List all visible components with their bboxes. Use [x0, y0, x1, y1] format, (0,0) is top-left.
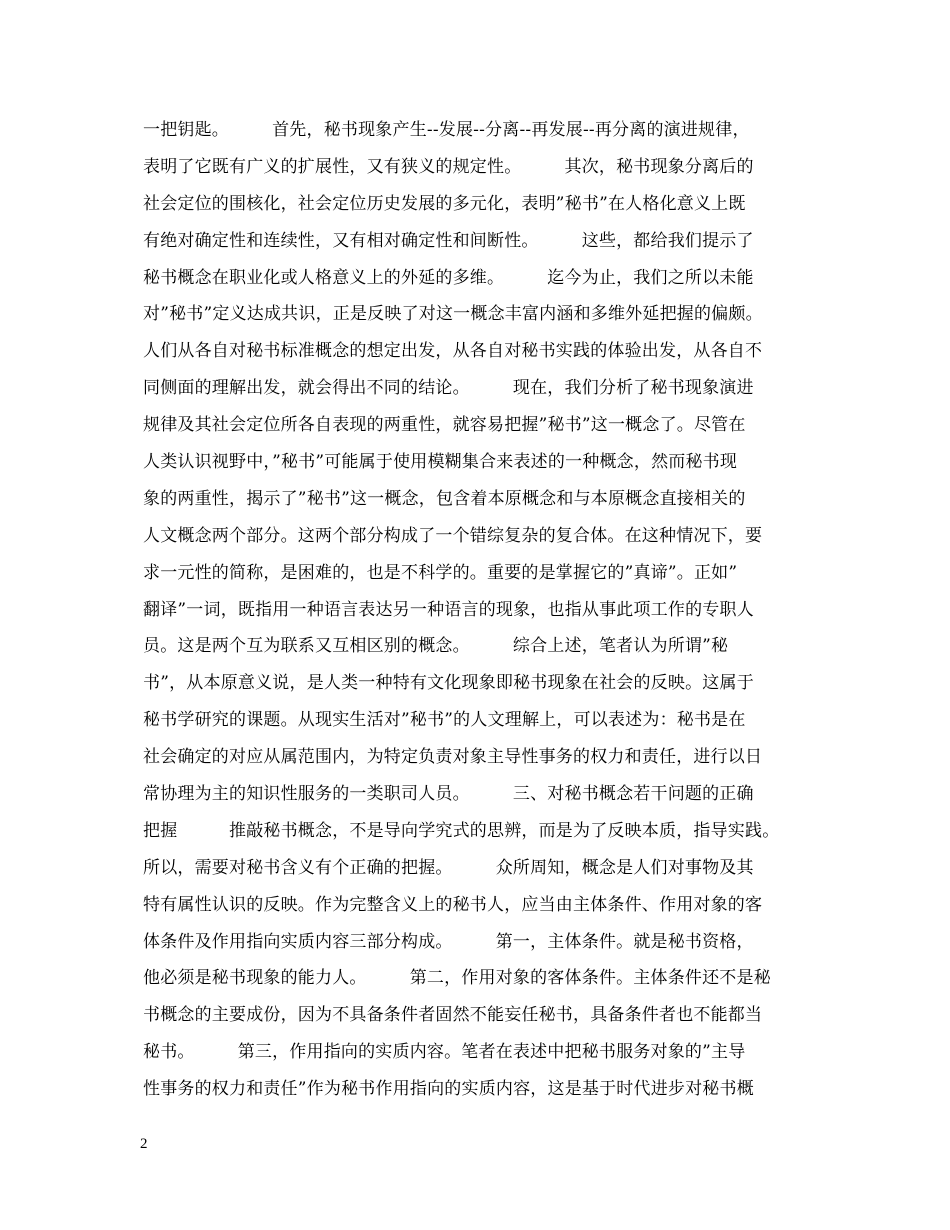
text-line: 人类认识视野中，”秘书”可能属于使用模糊集合来表述的一种概念，然而秘书现	[143, 452, 738, 473]
text-line: 社会确定的对应从属范围内，为特定负责对象主导性事务的权力和责任，进行以日	[143, 747, 763, 768]
text-line: 人们从各自对秘书标准概念的想定出发，从各自对秘书实践的体验出发，从各自不	[143, 341, 763, 362]
text-line: 体条件及作用指向实质内容三部分构成。 第一，主体条件。就是秘书资格，	[143, 931, 754, 952]
text-line: 翻译”一词，既指用一种语言表达另一种语言的现象，也指从事此项工作的专职人	[143, 599, 754, 620]
text-line: 人文概念两个部分。这两个部分构成了一个错综复杂的复合体。在这种情况下，要	[143, 525, 763, 546]
text-line: 书”，从本原意义说，是人类一种特有文化现象即秘书现象在社会的反映。这属于	[143, 673, 754, 694]
text-line: 象的两重性，揭示了”秘书”这一概念，包含着本原概念和与本原概念直接相关的	[143, 488, 746, 509]
text-line: 秘书概念在职业化或人格意义上的外延的多维。 迄今为止，我们之所以未能	[143, 267, 754, 288]
text-line: 书概念的主要成份，因为不具备条件者固然不能妄任秘书，具备条件者也不能都当	[143, 1005, 763, 1026]
text-line: 对”秘书”定义达成共识，正是反映了对这一概念丰富内涵和多维外延把握的偏颇。	[143, 304, 763, 325]
text-line: 常协理为主的知识性服务的一类职司人员。 三、对秘书概念若干问题的正确	[143, 784, 754, 805]
page-number: 2	[140, 1136, 148, 1152]
text-line: 社会定位的围核化，社会定位历史发展的多元化，表明”秘书”在人格化意义上既	[143, 193, 746, 214]
text-line: 求一元性的简称，是困难的，也是不科学的。重要的是掌握它的”真谛”。正如”	[143, 562, 738, 583]
text-line: 有绝对确定性和连续性，又有相对确定性和间断性。 这些，都给我们提示了	[143, 230, 754, 251]
text-line: 一把钥匙。 首先，秘书现象产生--发展--分离--再发展--再分离的演进规律，	[143, 120, 750, 140]
text-line: 特有属性认识的反映。作为完整含义上的秘书人，应当由主体条件、作用对象的客	[143, 894, 763, 915]
body-text	[143, 112, 833, 1108]
text-line: 他必须是秘书现象的能力人。 第二，作用对象的客体条件。主体条件还不是秘	[143, 968, 771, 989]
text-line: 规律及其社会定位所各自表现的两重性，就容易把握”秘书”这一概念了。尽管在	[143, 415, 746, 436]
text-line: 表明了它既有广义的扩展性，又有狭义的规定性。 其次，秘书现象分离后的	[143, 156, 754, 177]
text-line: 秘书学研究的课题。从现实生活对”秘书”的人文理解上，可以表述为：秘书是在	[143, 710, 746, 731]
text-line: 同侧面的理解出发，就会得出不同的结论。 现在，我们分析了秘书现象演进	[143, 378, 754, 399]
text-line: 性事务的权力和责任”作为秘书作用指向的实质内容，这是基于时代进步对秘书概	[143, 1079, 754, 1100]
text-line: 把握 推敲秘书概念，不是导向学究式的思辨，而是为了反映本质，指导实践。	[143, 820, 780, 841]
text-line: 秘书。 第三，作用指向的实质内容。笔者在表述中把秘书服务对象的”主导	[143, 1042, 746, 1063]
text-line: 员。这是两个互为联系又互相区别的概念。 综合上述，笔者认为所谓”秘	[143, 636, 729, 657]
text-line: 所以，需要对秘书含义有个正确的把握。 众所周知，概念是人们对事物及其	[143, 857, 754, 878]
